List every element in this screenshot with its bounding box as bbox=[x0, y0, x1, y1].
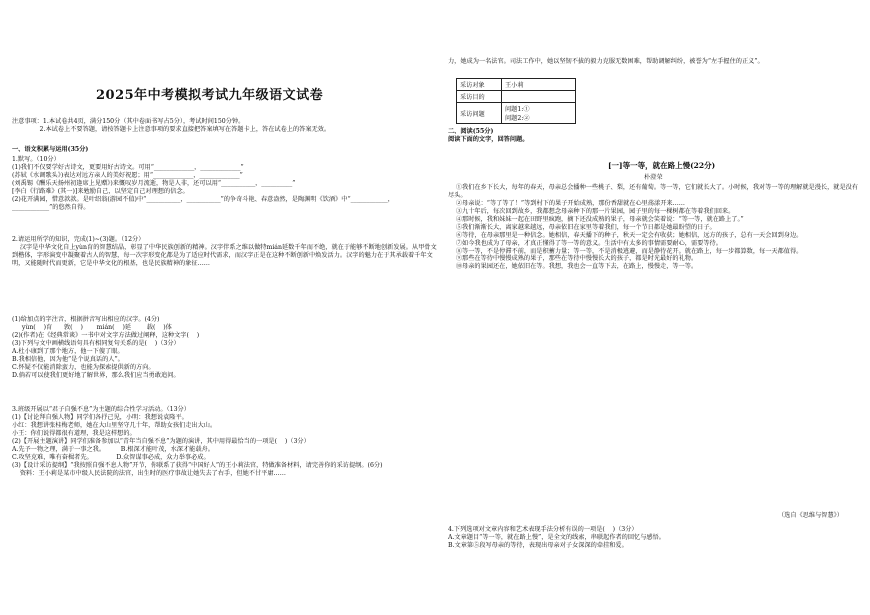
table-value: 王小莉 bbox=[502, 79, 576, 91]
question-2-sub: (1)给加点的字注音，根据拼音写出相应的汉字。(4分) yùn( )育 敦( ) mián( )延 载( )体 (2)(作者)在《经典常谈》一书中对文字方法做过阐释，这种文字( ) (3)下列与文中画横线语句具有相同复句关系的是( )（3分） A.杜小康到了那个地方，他一下傻了眼。 B.我相信他，因为他“是个说真话的人”。 C.怀疑不仅能消除蛮力，也能为探索提供新的方向。 D.倘若可以使我们更好地了解世界，那么我们应当勇敢追问。 bbox=[12, 316, 200, 379]
essay-author: 朴澄荣 bbox=[644, 174, 663, 181]
section-two-heading: 二、阅读(55分) 阅读下面的文字，回答问题。 bbox=[448, 128, 529, 143]
interview-table bbox=[456, 78, 576, 124]
question-2: 2.请运用所学的知识，完成(1)~(3)题。（12分） 汉字是中华文化自上yùn育的智慧结晶，彰显了中华民族创新的精神。汉字伴系之维以做特mián延数千年而不绝，就在于能够不断地创新发展。从甲骨文到楷体，字形演变中凝聚着古人的智慧，每一次字形变化都是为了适应时代需求，而汉字正是在这种不断创新中焕发活力。汉字的魅力在于其承载着千年文明，又能随时代而更新，它是中华文化的根基，也是民族精神的象征…… bbox=[12, 236, 437, 267]
interview-intro: 力，她成为一名法官。司法工作中，她以坚韧不拔的毅力克服无数困难，帮助调解纠纷，被誉为“左手握住的正义”。 bbox=[448, 58, 764, 65]
table-label: 采访对象 bbox=[457, 79, 502, 91]
exam-title: 2025年中考模拟考试九年级语文试卷 bbox=[96, 88, 324, 103]
table-label: 采访目的 bbox=[457, 91, 502, 103]
section-one-heading: 一、语文积累与运用(35分) bbox=[12, 146, 89, 153]
essay-body: ①我们在乡下长大，每年的春天，母亲总会播种一些桃子、梨，还有葡萄。等一等，它们就长大了。小时候，我对等一等的理解就是漫长，就是没有尽头。 ②母亲说：“等了等了！”等到村下的果子开始成熟，那份香甜就在心里荡漾开来…… ③九十年后，每次回到故乡，我都想念母亲种下的那一片果园，园子里的每一棵树都在等着我们回来。 ④那时候，我和妹妹一起在田野里疯跑，摘下还没成熟的果子，母亲就会笑着说：“等一等，就在路上了。” ⑤我们渐渐长大，离家越来越远，母亲依旧在家里等着我们，每一个节日都是她最盼望的日子。 ⑥等待，在母亲那里是一种信念。她相信，春天播下的种子，秋天一定会有收获；她相信，远方的孩子，总有一天会回到身边。 ⑦如今我也成为了母亲，才真正懂得了等一等的意义。生活中有太多的事情需要耐心，需要等待。 ⑧等一等，不是停滞不前，而是积蓄力量；等一等，不是消极逃避，而是静待花开。就在路上，每一步都算数，每一天都值得。 ⑨那些在等待中慢慢成熟的果子，那些在等待中慢慢长大的孩子，都是时光最好的礼物。 ⑩母亲的果园还在，她依旧在等。我想，我也会一直等下去，在路上，慢慢走，等一等。 bbox=[448, 184, 859, 271]
question-3: 3.班级开展以“君子自强不息”为主题的综合性学习活动。（13分） (1)【讨论拜自强人物】同学们各抒己见，小明：我想说袁隆平。 小红：我想讲张桂梅老师，她在大山里坚守几十年，帮助女孩们走出大山。 小王：你们说得都很有道理，我是这样想的。 (2)【开展主题演讲】同学们准备参加以“青年当自强不息”为题的演讲，其中用得最恰当的一项是( )（3分） A.先予一物之理，满于一事之我。 B.根深才能叶茂，水深才能载舟。 C.攻坚克难，唯有奋楫者先。 D.众智谋事必成，众力举事必成。 (3)【设计采访提纲】“我按照自强不息人物”开节，你联系了获得“中国好人”的王小莉法官，特做准备材料，请完善你的采访提纲。(6分) 资料：王小莉是某市中级人民法院的法官，出生时的医疗事故让她失去了右手，但她不甘平庸…… bbox=[12, 406, 383, 477]
question-4: 4.下列选项对文章内容和艺术表现手法分析有误的一项是( )（3分） A.文章题目“等一等，就在路上慢”，是全文的线索，串联起作者的回忆与感悟。 B.文章第⑤段写母亲的等待，表现出母亲对子女深深的牵挂和爱。 bbox=[448, 526, 665, 549]
table-value bbox=[502, 91, 576, 103]
essay-source: （选自《思维与智慧》） bbox=[778, 512, 843, 519]
table-value: 问题1:① 问题2:② bbox=[502, 103, 576, 124]
essay-title: [一]等一等，就在路上慢(22分) bbox=[608, 161, 716, 170]
notice: 注意事项：1.本试卷共4页，满分150分（其中卷面书写占5分），考试时间150分钟。 2.本试卷上不要答题，请按答题卡上注意事项的要求直接把答案填写在答题卡上，答在试卷上的答案无效。 bbox=[12, 118, 331, 133]
question-1: 1.默写。（10分） (1)我们不仅要学好古诗文，更要用好古诗文。可用“_____________，_____________” (苏轼《水调歌头》)表达对远方亲人的美好祝愿；用“_____________，_____________” (刘禹锡《酬乐天扬州初逢席上见赠》)来慨叹岁月流逝，物是人非，还可以用“___________，__________” [李白《行路难》(其一)]来勉励自己，以坚定自己对理想的信念。 (2)花开满园，惜意款款。是叶绍翁(游园不值)中“___________，___________”的争奇斗艳、春意盎然，是陶渊明《饮酒》中“____________，____________”的悠然自得。 bbox=[12, 156, 394, 211]
table-label: 采访问题 bbox=[457, 103, 502, 124]
